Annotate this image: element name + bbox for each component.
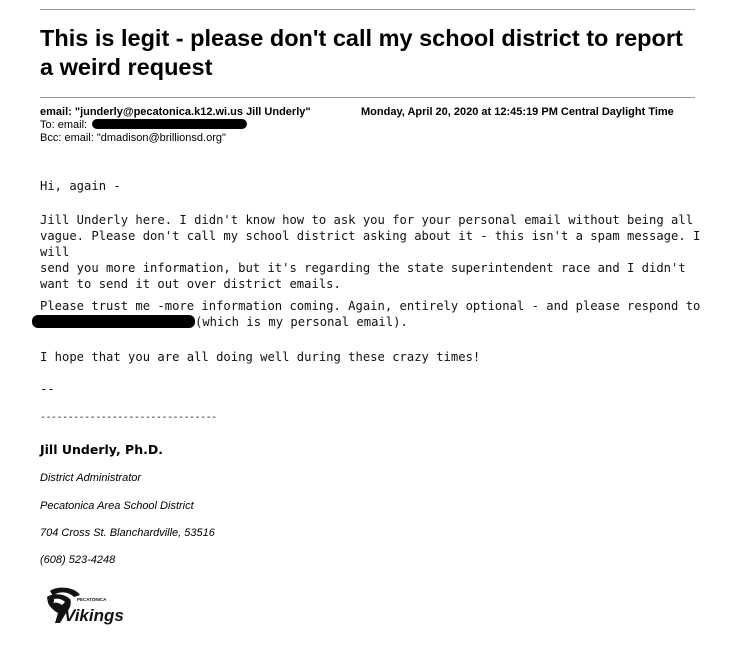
logo-text: Vikings: [64, 606, 124, 625]
signature-title: District Administrator: [40, 472, 142, 484]
email-date: Monday, April 20, 2020 at 12:45:19 PM Central Daylight Time: [361, 106, 674, 118]
signature-dash: --: [40, 382, 55, 396]
viking-helmet-logo-icon: [44, 587, 128, 627]
signature-name: Jill Underly, Ph.D.: [40, 442, 163, 457]
body-paragraph-2-line-1: Please trust me -more information coming. Again, entirely optional - and please respond to: [40, 299, 701, 313]
header-divider: [40, 97, 695, 98]
signature-rule: --------------------------------: [40, 412, 217, 423]
redaction-bar-email: [32, 315, 195, 328]
email-from-row: [40, 106, 700, 119]
signature-address: 704 Cross St. Blanchardville, 53516: [40, 527, 215, 539]
redaction-bar-to: [92, 119, 247, 129]
email-to-row: [40, 119, 700, 132]
greeting: Hi, again -: [40, 179, 121, 193]
personal-email-note: (which is my personal email).: [195, 315, 408, 329]
body-paragraph-2: [40, 298, 710, 330]
email-to-label: To: email:: [40, 119, 88, 131]
body-paragraph-3: I hope that you are all doing well during these crazy times!: [40, 350, 481, 364]
signature-organization: Pecatonica Area School District: [40, 500, 194, 512]
signature-phone: (608) 523-4248: [40, 554, 116, 566]
logo-small-text: PECATONICA: [77, 597, 107, 602]
email-subject: This is legit - please don't call my school district to report a weird request: [40, 25, 683, 80]
email-from: email: "junderly@pecatonica.k12.wi.us Jill Underly": [40, 106, 311, 118]
email-bcc: Bcc: email: "dmadison@brillionsd.org": [40, 132, 226, 144]
body-paragraph-2-line-2: [40, 314, 710, 330]
body-paragraph-1: Jill Underly here. I didn't know how to ask you for your personal email without being all vague. Please don't call my school district asking about it - this isn't a spam message. I will send you more information, but it's regarding the state superintendent race and I didn't want to send it out over district emails.: [40, 213, 701, 291]
top-divider: [40, 9, 695, 10]
